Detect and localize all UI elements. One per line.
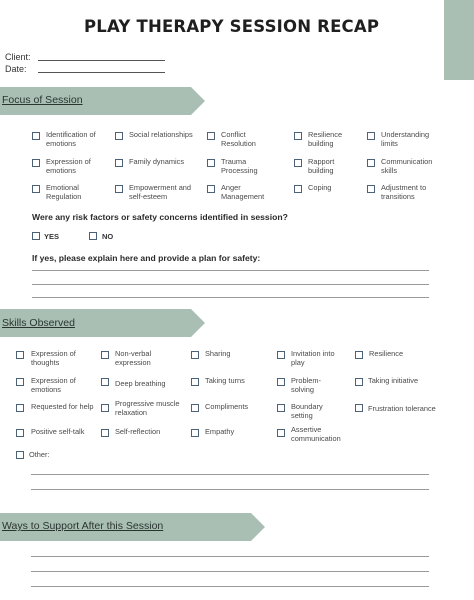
explain-line[interactable] (32, 284, 429, 285)
focus-label: Anger Management (221, 183, 265, 201)
focus-label: Coping (308, 183, 332, 192)
skills-checkbox-boundary-setting[interactable] (277, 404, 285, 412)
focus-checkbox-adjustment-to-transitions[interactable] (367, 185, 375, 193)
skills-checkbox-invitation-into-play[interactable] (277, 351, 285, 359)
focus-checkbox-expression-of-emotions[interactable] (32, 159, 40, 167)
skills-checkbox-empathy[interactable] (191, 429, 199, 437)
skills-checkbox-requested-for-help[interactable] (16, 404, 24, 412)
focus-checkbox-anger-management[interactable] (207, 185, 215, 193)
focus-checkbox-social-relationships[interactable] (115, 132, 123, 140)
date-field[interactable] (38, 72, 165, 73)
skills-checkbox-progressive-muscle-relaxation[interactable] (101, 404, 109, 412)
focus-checkbox-resilience-building[interactable] (294, 132, 302, 140)
focus-checkbox-empowerment-and-self-esteem[interactable] (115, 185, 123, 193)
focus-checkbox-family-dynamics[interactable] (115, 159, 123, 167)
skills-label: Expression of thoughts (31, 349, 76, 367)
focus-label: Empowerment and self-esteem (129, 183, 192, 201)
skills-label: Taking turns (205, 376, 245, 385)
support-line[interactable] (31, 586, 429, 587)
support-line[interactable] (31, 556, 429, 557)
focus-label: Expression of emotions (46, 157, 91, 175)
skills-checkbox-taking-initiative[interactable] (355, 378, 363, 386)
focus-label: Rapport building (308, 157, 335, 175)
focus-label: Family dynamics (129, 157, 185, 166)
skills-label: Invitation into play (291, 349, 335, 367)
skills-checkbox-problem-solving[interactable] (277, 378, 285, 386)
skills-other-label: Other: (29, 450, 50, 459)
risk-no-checkbox[interactable] (89, 232, 97, 240)
focus-label: Conflict Resolution (221, 130, 256, 148)
skills-label: Requested for help (31, 402, 94, 411)
skills-label: Problem-solving (291, 376, 321, 394)
skills-checkbox-taking-turns[interactable] (191, 378, 199, 386)
skills-checkbox-sharing[interactable] (191, 351, 199, 359)
other-line[interactable] (31, 489, 429, 490)
skills-checkbox-deep-breathing[interactable] (101, 378, 109, 386)
explain-prompt: If yes, please explain here and provide a plan for safety: (32, 253, 261, 263)
support-heading: Ways to Support After this Session (2, 520, 164, 532)
support-line[interactable] (31, 571, 429, 572)
skills-checkbox-non-verbal-expression[interactable] (101, 351, 109, 359)
skills-label: Deep breathing (115, 379, 166, 388)
skills-label: Boundary setting (291, 402, 323, 420)
skills-checkbox-compliments[interactable] (191, 404, 199, 412)
focus-label: Adjustment to transitions (381, 183, 427, 201)
page-title: PLAY THERAPY SESSION RECAP (84, 17, 380, 36)
risk-no-label: NO (102, 232, 114, 241)
skills-heading: Skills Observed (2, 317, 75, 329)
skills-label: Positive self-talk (31, 427, 85, 436)
skills-label: Taking initiative (368, 376, 419, 385)
skills-checkbox-positive-self-talk[interactable] (16, 429, 24, 437)
other-line[interactable] (31, 474, 429, 475)
focus-label: Social relationships (129, 130, 193, 139)
focus-label: Communication skills (381, 157, 433, 175)
skills-checkbox-assertive-communication[interactable] (277, 429, 285, 437)
focus-label: Emotional Regulation (46, 183, 82, 201)
skills-checkbox-frustration-tolerance[interactable] (355, 404, 363, 412)
focus-label: Identification of emotions (46, 130, 96, 148)
skills-label: Sharing (205, 349, 231, 358)
skills-label: Non-verbal expression (115, 349, 152, 367)
client-field[interactable] (38, 60, 165, 61)
focus-checkbox-communication-skills[interactable] (367, 159, 375, 167)
focus-label: Trauma Processing (221, 157, 258, 175)
skills-label: Compliments (205, 402, 249, 411)
skills-label: Expression of emotions (31, 376, 76, 394)
skills-checkbox-self-reflection[interactable] (101, 429, 109, 437)
client-label: Client: (5, 52, 31, 62)
risk-yes-checkbox[interactable] (32, 232, 40, 240)
skills-checkbox-resilience[interactable] (355, 351, 363, 359)
focus-checkbox-coping[interactable] (294, 185, 302, 193)
skills-label: Progressive muscle relaxation (115, 399, 180, 417)
skills-label: Empathy (205, 427, 235, 436)
focus-checkbox-identification-of-emotions[interactable] (32, 132, 40, 140)
skills-label: Resilience (369, 349, 404, 358)
focus-checkbox-trauma-processing[interactable] (207, 159, 215, 167)
focus-checkbox-emotional-regulation[interactable] (32, 185, 40, 193)
skills-label: Assertive communication (291, 425, 341, 443)
focus-label: Resilience building (308, 130, 343, 148)
risk-question: Were any risk factors or safety concerns identified in session? (32, 212, 288, 222)
focus-checkbox-rapport-building[interactable] (294, 159, 302, 167)
skills-checkbox-expression-of-emotions[interactable] (16, 378, 24, 386)
focus-heading: Focus of Session (2, 94, 83, 106)
header-box (0, 0, 444, 80)
explain-line[interactable] (32, 297, 429, 298)
date-label: Date: (5, 64, 27, 74)
risk-yes-label: YES (44, 232, 60, 241)
skills-label: Frustration tolerance (368, 404, 436, 413)
skills-label: Self-reflection (115, 427, 161, 436)
explain-line[interactable] (32, 270, 429, 271)
focus-label: Understanding limits (381, 130, 430, 148)
focus-checkbox-understanding-limits[interactable] (367, 132, 375, 140)
focus-checkbox-conflict-resolution[interactable] (207, 132, 215, 140)
skills-checkbox-other[interactable] (16, 451, 24, 459)
skills-checkbox-expression-of-thoughts[interactable] (16, 351, 24, 359)
